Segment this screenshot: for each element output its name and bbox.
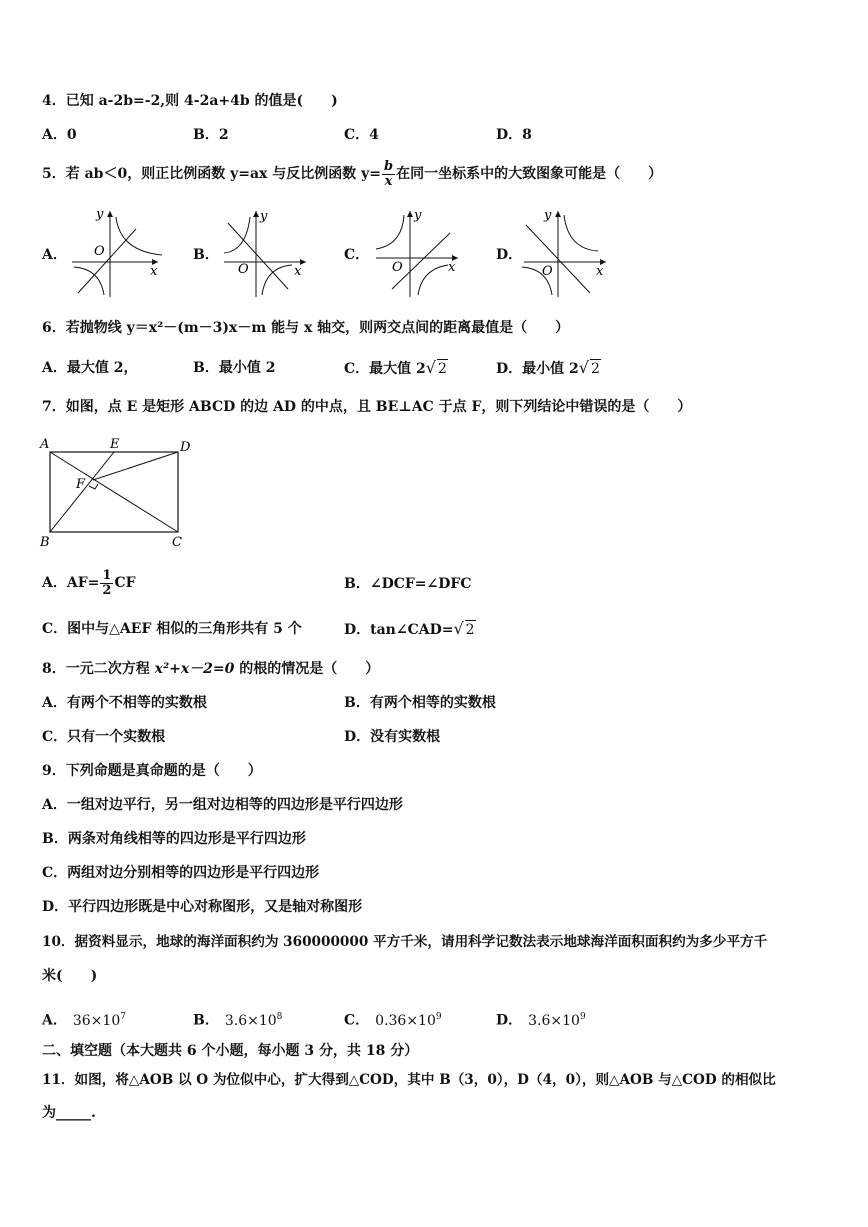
q11-stem-line1: 11．如图，将△AOB 以 O 为位似中心，扩大得到△COD，其中 B（3，0），D（4，0），则△AOB 与△COD 的相似比 [42,1072,776,1088]
q5-option-c-letter: C． [344,247,370,263]
q6-option-b: B．最小值 2 [193,360,276,376]
q8-option-c: C．只有一个实数根 [42,729,166,745]
q5d-origin: O [542,264,553,279]
q7-label-b: B [40,535,50,550]
q5-option-b-letter: B． [193,247,219,263]
q7-a-frac-den: 2 [102,582,112,598]
q10-stem-line1: 10．据资料显示，地球的海洋面积约为 360000000 平方千米，请用科学记数法表示地球海洋面积面积约为多少平方千 [42,934,768,950]
q8-option-a: A．有两个不相等的实数根 [42,695,207,711]
q7-d-radical: √ [453,619,464,638]
q9-option-c: C．两组对边分别相等的四边形是平行四边形 [42,865,320,881]
q5b-origin: O [238,262,249,277]
q11-stem-line2: 为_____. [42,1105,96,1121]
q5-graph-c [370,205,470,300]
q4-stem: 4．已知 a-2b=-2,则 4-2a+4b 的值是( ) [42,93,338,109]
q10-option-d: D． $3.6\times 10^9$ [496,1012,586,1029]
q4-option-d: D．8 [496,127,532,143]
q9-option-b: B．两条对角线相等的四边形是平行四边形 [42,831,306,847]
q7-d-radicand: 2 [465,622,475,638]
q7-option-a: A．AF= $\frac{1}{2}$ CF [42,567,136,598]
q6-c-radicand: 2 [437,361,447,377]
q5c-y-label: y [414,208,422,223]
q5-frac-num: b [384,158,394,174]
q7-label-c: C [172,535,182,550]
q5b-x-label: x [294,264,302,279]
q7-a-frac-num: 1 [102,567,112,583]
q6-option-d: D．最小值 2√ 2 [496,358,600,377]
q5a-x-label: x [150,264,158,279]
section2-heading: 二、填空题（本大题共 6 个小题，每小题 3 分，共 18 分） [42,1043,419,1059]
q10-option-b: B． $3.6\times 10^8$ [193,1012,283,1029]
q5-graph-b [218,205,318,300]
q5d-x-label: x [596,264,604,279]
q5a-origin: O [94,244,105,259]
q7-label-d: D [180,440,191,455]
q5-stem: 5．若 ab＜0，则正比例函数 y=ax 与反比例函数 y= $\frac{b}{x}$ 在同一坐标系中的大致图象可能是（ ） [42,158,663,189]
q8-option-d: D．没有实数根 [344,729,441,745]
q10-option-c: C． $0.36\times 10^9$ [344,1012,442,1029]
q7-option-b: B．∠DCF=∠DFC [344,576,472,592]
q5c-origin: O [392,260,403,275]
q7-option-d: D．tan∠CAD=√ 2 [344,619,475,638]
q7-label-a: A [40,437,50,452]
q5-graph-a [66,205,166,300]
q6-option-a: A．最大值 2， [42,360,138,376]
q10-stem-line2: 米( ) [42,968,98,984]
q9-stem: 9．下列命题是真命题的是（ ） [42,763,262,779]
q5-frac-den: x [384,173,393,189]
q4-option-a: A．0 [42,127,77,143]
q7-label-f: F [76,477,86,492]
q4-option-c: C．4 [344,127,379,143]
q7-label-e: E [110,437,120,452]
q5a-y-label: y [96,207,104,222]
q5d-y-label: y [544,208,552,223]
q9-option-d: D．平行四边形既是中心对称图形，又是轴对称图形 [42,899,363,915]
q5c-x-label: x [448,260,456,275]
q6-stem: 6．若抛物线 y＝x²－(m－3)x－m 能与 x 轴交，则两交点间的距离最值是（ ） [42,320,570,336]
q8-option-b: B．有两个相等的实数根 [344,695,496,711]
q6-d-radical: √ [578,358,589,377]
q6-d-radicand: 2 [590,361,600,377]
q5-graph-d [518,205,618,300]
q7-rectangle-figure [38,434,196,552]
q5-option-a-letter: A． [42,247,67,263]
q5-option-d-letter: D． [496,247,523,263]
q8-stem: 8．一元二次方程 x²+x－2=0 的根的情况是（ ） [42,661,380,677]
q4-option-b: B．2 [193,127,229,143]
q10-option-a: A． $36\times 10^7$ [42,1012,126,1029]
q6-c-radical: √ [425,358,436,377]
q7-stem: 7．如图，点 E 是矩形 ABCD 的边 AD 的中点，且 BE⊥AC 于点 F，则下列结论中错误的是（ ） [42,399,692,415]
q9-option-a: A．一组对边平行，另一组对边相等的四边形是平行四边形 [42,797,403,813]
q6-option-c: C．最大值 2√ 2 [344,358,447,377]
q7-option-c: C．图中与△AEF 相似的三角形共有 5 个 [42,621,302,637]
q5b-y-label: y [260,209,268,224]
